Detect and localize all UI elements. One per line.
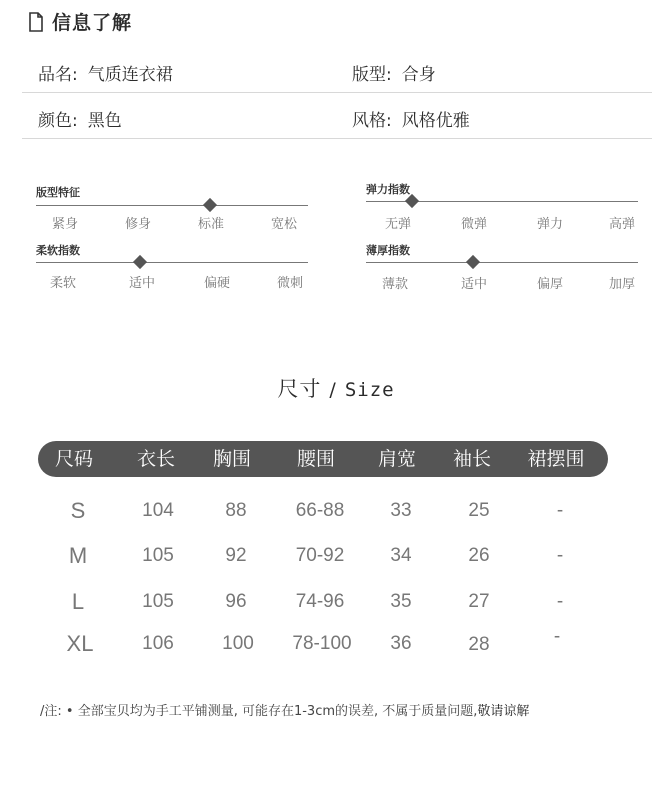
header-length: 衣长 [136, 448, 176, 470]
table-cell: 96 [225, 591, 247, 612]
product-name-label: 品名: [38, 65, 78, 85]
table-cell: 74-96 [295, 591, 345, 612]
size-section-title [0, 373, 672, 403]
table-cell: 104 [142, 500, 174, 521]
size-title-separator: / [329, 379, 337, 401]
thickness-scale-line [366, 262, 638, 263]
product-style [352, 106, 470, 131]
table-cell: - [553, 626, 561, 647]
table-cell: 26 [468, 545, 490, 566]
size-table-header [38, 441, 608, 477]
header-size: 尺码 [54, 448, 94, 470]
header-waist: 腰围 [296, 448, 336, 470]
header-sleeve: 袖长 [452, 448, 492, 470]
fit-option-2: 修身 [124, 217, 152, 232]
table-cell: 105 [142, 545, 174, 566]
table-cell: 36 [390, 633, 412, 654]
table-cell: 66-88 [295, 500, 345, 521]
product-style-label: 风格: [352, 111, 392, 131]
product-color [38, 106, 122, 131]
thickness-option-4: 加厚 [608, 277, 636, 292]
table-cell: - [556, 545, 564, 566]
softness-scale-line [36, 262, 308, 263]
thickness-scale-marker [466, 255, 480, 269]
table-cell: - [556, 500, 564, 521]
fit-scale-marker [203, 198, 217, 212]
note-emphasis: 敬请谅解 [477, 704, 530, 719]
fit-option-3: 标准 [197, 217, 225, 232]
softness-option-2: 适中 [128, 276, 156, 291]
fit-option-1: 紧身 [51, 217, 79, 232]
document-icon [28, 12, 44, 32]
elasticity-option-1: 无弹 [384, 217, 412, 232]
elasticity-option-2: 微弹 [460, 217, 488, 232]
info-row-1 [22, 48, 652, 93]
table-cell: 34 [390, 545, 412, 566]
softness-scale-title: 柔软指数 [36, 244, 80, 257]
table-cell: 106 [142, 633, 174, 654]
table-cell: 28 [468, 634, 490, 655]
fit-scale-line [36, 205, 308, 206]
product-color-value: 黑色 [87, 111, 122, 131]
table-cell: 105 [142, 591, 174, 612]
table-cell: 78-100 [292, 633, 352, 654]
table-cell: M [68, 543, 88, 568]
table-cell: 25 [468, 500, 490, 521]
table-cell: 88 [225, 500, 247, 521]
measurement-note [40, 700, 529, 719]
table-cell: 100 [222, 633, 254, 654]
size-title-en: Size [344, 379, 395, 401]
product-name [38, 60, 173, 85]
table-cell: 92 [225, 545, 247, 566]
fit-option-4: 宽松 [270, 217, 298, 232]
header-bust: 胸围 [212, 448, 252, 470]
product-style-value: 风格优雅 [401, 111, 470, 131]
section-title: 信息了解 [52, 12, 133, 34]
product-name-value: 气质连衣裙 [87, 65, 173, 85]
table-cell: 33 [390, 500, 412, 521]
softness-scale-marker [133, 255, 147, 269]
table-cell: XL [66, 631, 94, 656]
fit-type-value: 合身 [401, 65, 436, 85]
product-color-label: 颜色: [38, 111, 78, 131]
info-row-2 [22, 94, 652, 139]
header-shoulder: 肩宽 [377, 448, 417, 470]
softness-option-1: 柔软 [49, 276, 77, 291]
table-cell: 27 [468, 591, 490, 612]
thickness-option-2: 适中 [460, 277, 488, 292]
elasticity-option-4: 高弹 [608, 217, 636, 232]
softness-option-3: 偏硬 [203, 276, 231, 291]
section-header [28, 8, 132, 35]
table-cell: 70-92 [295, 545, 345, 566]
elasticity-scale-title: 弹力指数 [366, 183, 410, 196]
fit-type [352, 60, 436, 85]
thickness-scale-title: 薄厚指数 [366, 244, 410, 257]
elasticity-option-3: 弹力 [536, 217, 564, 232]
note-text: /注: • 全部宝贝均为手工平铺测量, 可能存在1-3cm的误差, 不属于质量问题, [40, 704, 478, 719]
table-cell: L [71, 589, 85, 614]
table-cell: - [556, 591, 564, 612]
thickness-option-3: 偏厚 [536, 277, 564, 292]
size-title-cn: 尺寸 [277, 377, 322, 401]
thickness-option-1: 薄款 [381, 277, 409, 292]
fit-type-label: 版型: [352, 65, 392, 85]
table-cell: 35 [390, 591, 412, 612]
header-hem: 裙摆围 [527, 448, 585, 470]
softness-option-4: 微刺 [276, 276, 304, 291]
fit-scale-title: 版型特征 [36, 186, 80, 199]
table-cell: S [70, 498, 86, 523]
